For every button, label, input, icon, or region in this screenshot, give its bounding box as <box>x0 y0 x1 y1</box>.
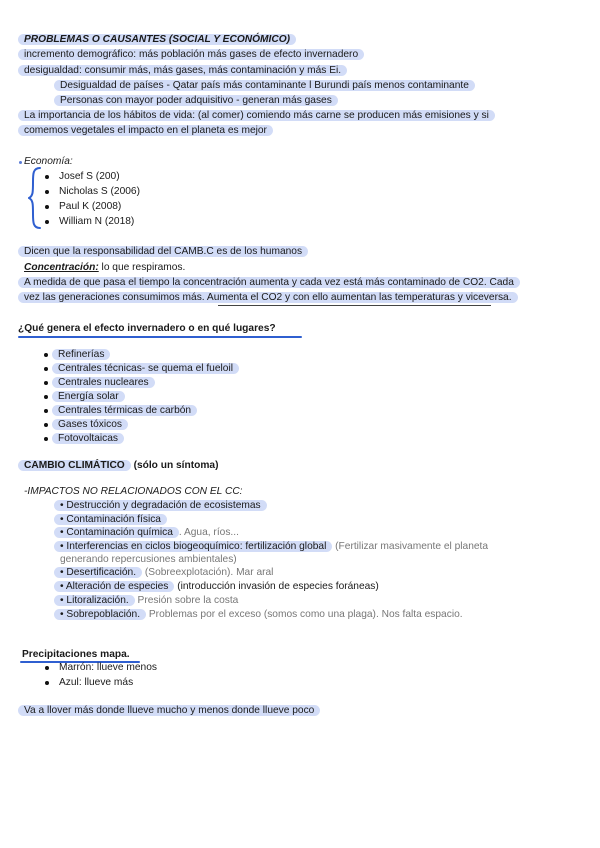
bullet <box>44 367 48 371</box>
line-habitos-a: La importancia de los hábitos de vida: (al comer) comiendo más carne se producen más emisiones y si <box>18 109 495 122</box>
final-line: Va a llover más donde llueve mucho y menos donde llueve poco <box>18 704 320 717</box>
cambio-heading: CAMBIO CLIMÁTICO (sólo un síntoma) <box>18 459 218 472</box>
economia-item: Josef S (200) <box>59 171 120 182</box>
impacto-item: • Interferencias en ciclos biogeoquímico: fertilización global (Fertilizar masivamente el planeta <box>54 540 488 553</box>
bullet <box>44 381 48 385</box>
line-paises: Desigualdad de países - Qatar país más contaminante l Burundi país menos contaminante <box>54 79 475 92</box>
efecto-item: Centrales técnicas- se quema el fueloil <box>52 362 239 375</box>
economia-label: Economía: <box>24 156 73 167</box>
bullet <box>44 409 48 413</box>
line-incremento: incremento demográfico: más población más gases de efecto invernadero <box>18 48 364 61</box>
line-desigualdad: desigualdad: consumir más, más gases, más contaminación y más Ei. <box>18 64 347 77</box>
paragraph-line-b: vez las generaciones consumimos más. Aumenta el CO2 y con ello aumentan las temperaturas y viceversa. <box>18 291 518 304</box>
impacto-note-continuation: generando repercusiones ambientales) <box>60 554 237 565</box>
concentracion-label: Concentración: <box>24 262 99 273</box>
heading-underline <box>18 336 302 338</box>
impacto-item: • Desertificación. (Sobreexplotación). Mar aral <box>54 566 273 579</box>
precipitaciones-item: Marrón: llueve menos <box>59 662 157 673</box>
impacto-item: • Contaminación física <box>54 513 167 526</box>
impactos-subheading: -IMPACTOS NO RELACIONADOS CON EL CC: <box>24 486 243 497</box>
precipitaciones-heading: Precipitaciones mapa. <box>22 649 130 660</box>
section-heading-problemas: PROBLEMAS O CAUSANTES (SOCIAL Y ECONÓMICO) <box>18 33 296 46</box>
hand-underline <box>218 305 491 306</box>
bullet <box>44 353 48 357</box>
bullet <box>44 395 48 399</box>
efecto-heading: ¿Qué genera el efecto invernadero o en qué lugares? <box>18 323 276 334</box>
economia-item: William N (2018) <box>59 216 135 227</box>
efecto-item: Centrales nucleares <box>52 376 155 389</box>
efecto-item: Refinerías <box>52 348 110 361</box>
bullet <box>45 175 49 179</box>
bullet <box>45 205 49 209</box>
paragraph-line-a: A medida de que pasa el tiempo la concentración aumenta y cada vez está más contaminado de CO2. Cada <box>18 276 520 289</box>
impacto-item: • Contaminación química . Agua, ríos... <box>54 526 239 539</box>
impacto-item: • Destrucción y degradación de ecosistemas <box>54 499 267 512</box>
line-personas: Personas con mayor poder adquisitivo - generan más gases <box>54 94 338 107</box>
bullet <box>44 423 48 427</box>
efecto-item: Centrales térmicas de carbón <box>52 404 197 417</box>
economia-item: Nicholas S (2006) <box>59 186 140 197</box>
line-concentracion: Concentración: lo que respiramos. <box>24 262 186 273</box>
impacto-item: • Sobrepoblación. Problemas por el exceso (somos como una plaga). Nos falta espacio. <box>54 608 463 621</box>
efecto-item: Gases tóxicos <box>52 418 128 431</box>
curly-brace-icon <box>28 166 42 230</box>
bullet <box>45 681 49 685</box>
efecto-item: Fotovoltaicas <box>52 432 124 445</box>
bullet <box>44 437 48 441</box>
efecto-item: Energía solar <box>52 390 125 403</box>
precipitaciones-item: Azul: llueve más <box>59 677 134 688</box>
bullet <box>45 220 49 224</box>
bullet <box>45 666 49 670</box>
impacto-item: • Alteración de especies (introducción invasión de especies foráneas) <box>54 580 379 593</box>
bullet <box>45 190 49 194</box>
line-responsabilidad: Dicen que la responsabilidad del CAMB.C es de los humanos <box>18 245 308 258</box>
economia-item: Paul K (2008) <box>59 201 122 212</box>
impacto-item: • Litoralización. Presión sobre la costa <box>54 594 238 607</box>
economia-dot <box>19 161 22 164</box>
line-habitos-b: comemos vegetales el impacto en el planeta es mejor <box>18 124 273 137</box>
